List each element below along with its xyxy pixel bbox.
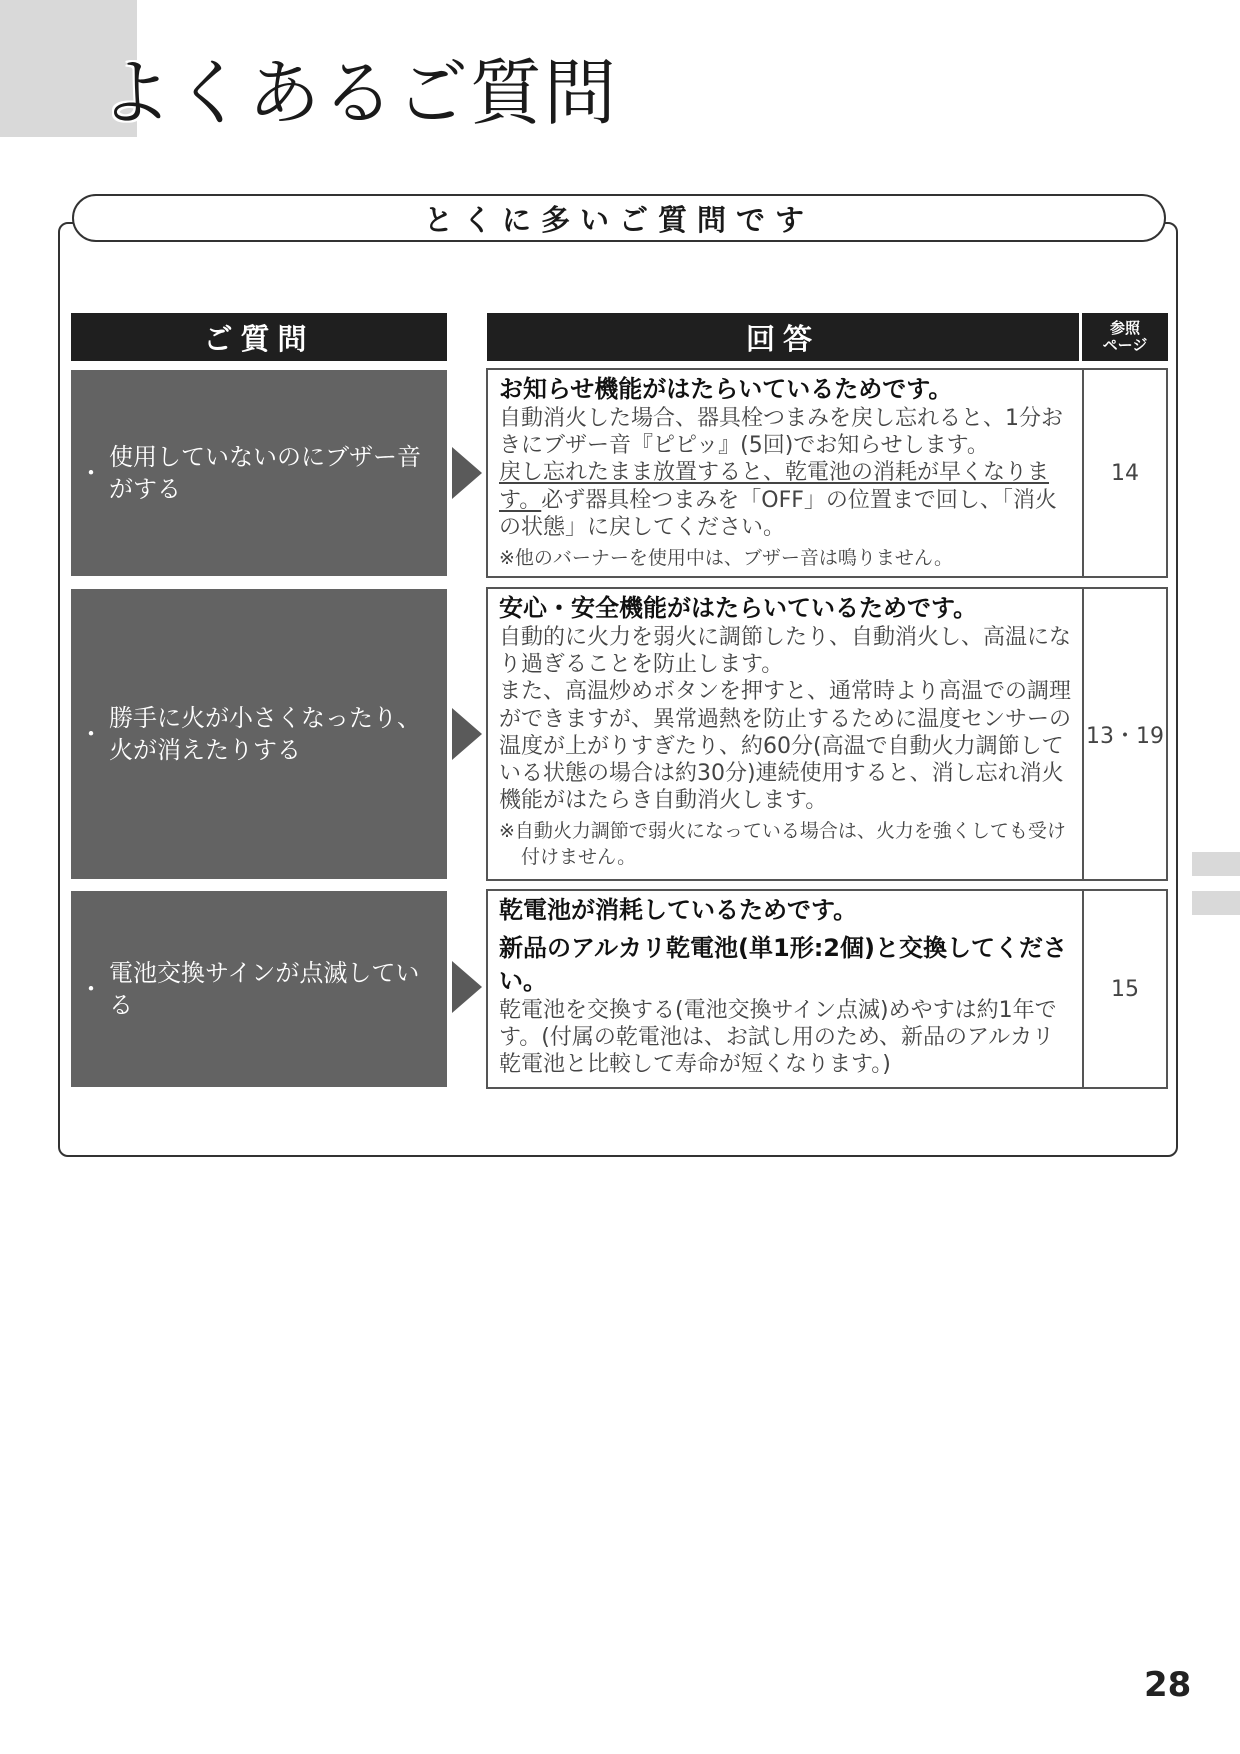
header-ref-line1: 参照 [1109, 318, 1140, 337]
answer-body [499, 405, 1074, 540]
answer-note: ※自動火力調節で弱火になっている場合は、火力を強くしても受け付けません。 [499, 819, 1066, 869]
answer-heading: お知らせ機能がはたらいているためです。 [499, 375, 953, 403]
header-reference-page [1082, 313, 1168, 361]
header-ref-line2: ページ [1102, 336, 1148, 354]
answer-body: 乾電池を交換する(電池交換サイン点滅)めやすは約1年です。(付属の乾電池は、お試し用のため、新品のアルカリ乾電池と比較して寿命が短くなります。) [499, 998, 1057, 1078]
arrow-right-icon [452, 447, 482, 499]
answer-cell [488, 589, 1082, 879]
answer-heading: 安心・安全機能がはたらいているためです。 [499, 594, 978, 622]
section-banner: とくに多いご質問です [72, 194, 1166, 242]
answer-body-instruction: 必ず器具栓つまみを「OFF」の位置まで回し、「消火の状態」に戻してください。 [499, 487, 1057, 540]
reference-page-cell: 13・19 [1082, 589, 1166, 879]
arrow-right-icon [452, 961, 482, 1013]
answer-body-warning: 戻し忘れたまま放置すると、乾電池の消耗が早くなります。 [499, 460, 1050, 513]
answer-row-3 [486, 889, 1168, 1089]
answer-body-intro: 自動消火した場合、器具栓つまみを戻し忘れると、1分おきにブザー音『ピピッ』(5回)でお知らせします。 [499, 406, 1063, 459]
answer-row-1 [486, 368, 1168, 578]
bullet: ・ [79, 719, 103, 748]
page-number: 28 [1144, 1665, 1192, 1705]
question-cell-3 [71, 891, 447, 1087]
reference-page-cell: 15 [1082, 891, 1166, 1087]
answer-heading-2: 新品のアルカリ乾電池(単1形:2個)と交換してください。 [499, 934, 1067, 995]
side-index-tab [1192, 891, 1240, 915]
answer-cell [488, 891, 1082, 1087]
answer-cell [488, 370, 1082, 576]
answer-row-2 [486, 587, 1168, 881]
question-text: 電池交換サインが点滅している [109, 958, 420, 1019]
question-text: 勝手に火が小さくなったり、 火が消えたりする [109, 703, 421, 764]
answer-body: 自動的に火力を弱火に調節したり、自動消火し、高温になり過ぎることを防止します。 [499, 625, 1072, 678]
question-text: 使用していないのにブザー音 がする [109, 442, 421, 503]
question-cell-1 [71, 370, 447, 576]
bullet: ・ [79, 458, 103, 487]
side-index-tab [1192, 852, 1240, 876]
answer-body: また、高温炒めボタンを押すと、通常時より高温での調理ができますが、異常過熱を防止するために温度センサーの温度が上がりすぎたり、約60分(高温で自動火力調節している状態の場合は約30分)連続使用すると、消し忘れ消火機能がはたらき自動消火します。 [499, 679, 1072, 813]
question-cell-2 [71, 589, 447, 879]
header-question: ご質問 [71, 313, 447, 361]
reference-page-cell: 14 [1082, 370, 1166, 576]
header-answer: 回答 [487, 313, 1079, 361]
answer-heading: 乾電池が消耗しているためです。 [499, 896, 858, 924]
page-title: よくあるご質問 [100, 51, 619, 135]
arrow-right-icon [452, 708, 482, 760]
bullet: ・ [79, 974, 103, 1003]
answer-note: ※他のバーナーを使用中は、ブザー音は鳴りません。 [499, 546, 954, 569]
